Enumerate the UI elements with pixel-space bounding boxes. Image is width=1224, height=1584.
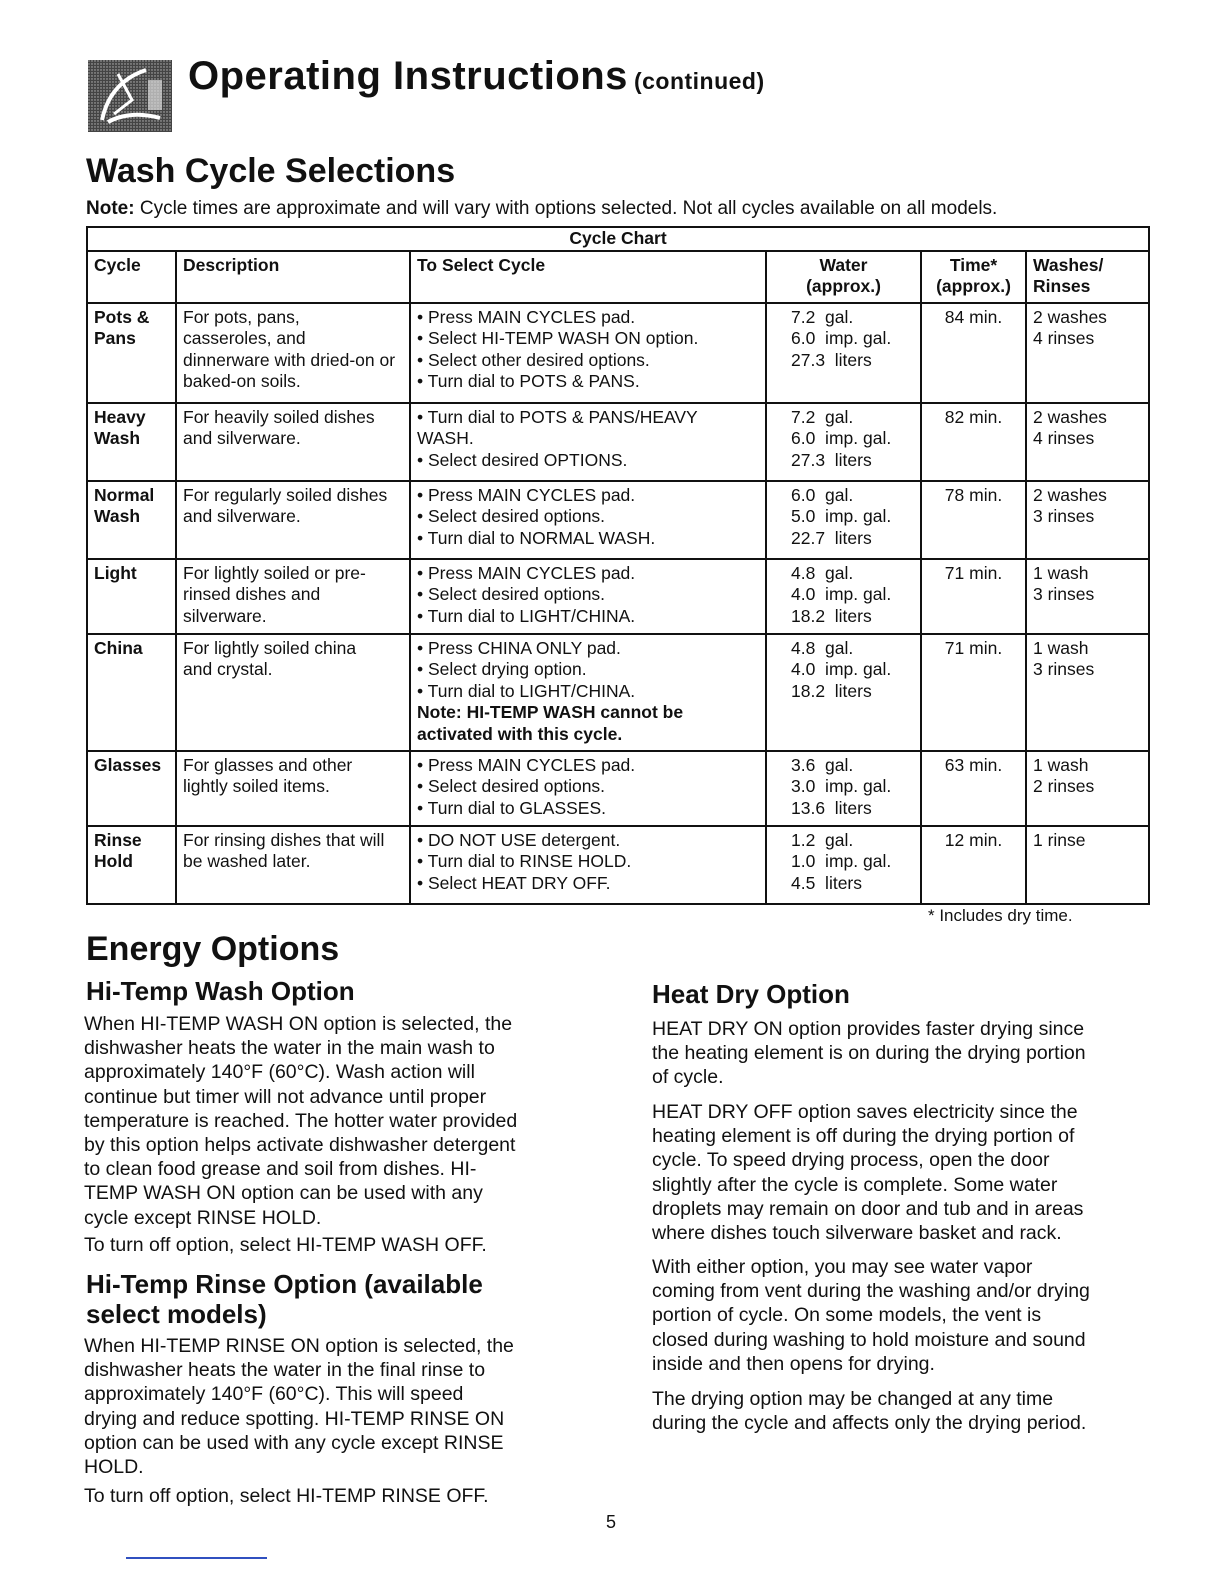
cycle-washes: 2 washes 4 rinses — [1026, 303, 1149, 403]
cycle-description: For glasses and other lightly soiled items. — [176, 751, 410, 826]
bottom-rule — [126, 1557, 267, 1559]
hi-temp-wash-para-1: When HI-TEMP WASH ON option is selected, the dishwasher heats the water in the main wash to approximately 140°F (60°C). Wash action will continue but timer will not advance until proper temperature is reached. The hotter water provided by this option helps activate dishwasher detergent to clean food grease and soil from dishes. HI- TEMP WASH ON option can be used with any cycle except RINSE HOLD. — [84, 1013, 518, 1229]
cycle-name: Pots & Pans — [87, 303, 176, 403]
header-water: Water (approx.) — [766, 251, 921, 303]
cycle-name: Heavy Wash — [87, 403, 176, 481]
cycle-water: 6.0 gal. 5.0 imp. gal. 22.7 liters — [766, 481, 921, 559]
hi-temp-wash-heading: Hi-Temp Wash Option — [86, 976, 355, 1006]
chart-header-row — [87, 251, 1149, 303]
table-row — [87, 559, 1149, 634]
cycle-select-steps: • Press MAIN CYCLES pad. • Select desired options. • Turn dial to GLASSES. — [410, 751, 766, 826]
cycle-name: China — [87, 634, 176, 751]
cycle-note — [86, 198, 997, 220]
cycle-chart — [86, 226, 1150, 905]
dishwasher-manual-icon — [88, 60, 172, 132]
cycle-select-note: Note: HI-TEMP WASH cannot be — [417, 702, 684, 722]
header-select: To Select Cycle — [410, 251, 766, 303]
heat-dry-para-1: HEAT DRY ON option provides faster drying since the heating element is on during the drying portion of cycle. — [652, 1018, 1086, 1089]
table-row — [87, 826, 1149, 904]
cycle-select-steps: • Press MAIN CYCLES pad. • Select HI-TEMP WASH ON option. • Select other desired options. • Turn dial to POTS & PANS. — [410, 303, 766, 403]
cycle-description: For rinsing dishes that will be washed later. — [176, 826, 410, 904]
cycle-water: 7.2 gal. 6.0 imp. gal. 27.3 liters — [766, 403, 921, 481]
page-number: 5 — [606, 1512, 617, 1532]
heat-dry-para-4: The drying option may be changed at any time during the cycle and affects only the drying period. — [652, 1388, 1087, 1435]
cycle-washes: 2 washes 4 rinses — [1026, 403, 1149, 481]
cycle-select-steps: • DO NOT USE detergent. • Turn dial to RINSE HOLD. • Select HEAT DRY OFF. — [410, 826, 766, 904]
cycle-time: 71 min. — [921, 634, 1026, 751]
heat-dry-para-3: With either option, you may see water vapor coming from vent during the washing and/or drying portion of cycle. On some models, the vent is closed during washing to hold moisture and sound inside and then opens for drying. — [652, 1256, 1090, 1375]
cycle-name: Light — [87, 559, 176, 634]
cycle-time: 78 min. — [921, 481, 1026, 559]
cycle-select-steps: • Turn dial to POTS & PANS/HEAVY WASH. • Select desired OPTIONS. — [410, 403, 766, 481]
cycle-select-note: activated with this cycle. — [417, 723, 623, 744]
cycle-name: Normal Wash — [87, 481, 176, 559]
cycle-name: Glasses — [87, 751, 176, 826]
cycle-washes: 1 wash 3 rinses — [1026, 559, 1149, 634]
cycle-note-label: Note: — [86, 198, 135, 219]
chart-footnote: * Includes dry time. — [928, 906, 1073, 925]
header-washes: Washes/ Rinses — [1026, 251, 1149, 303]
page-title-text: Operating Instructions — [188, 54, 628, 98]
table-row — [87, 303, 1149, 403]
table-row — [87, 481, 1149, 559]
cycle-water: 4.8 gal. 4.0 imp. gal. 18.2 liters — [766, 634, 921, 751]
header-time: Time* (approx.) — [921, 251, 1026, 303]
cycle-time: 82 min. — [921, 403, 1026, 481]
hi-temp-rinse-para-2: To turn off option, select HI-TEMP RINSE OFF. — [84, 1485, 489, 1507]
hi-temp-rinse-para-1: When HI-TEMP RINSE ON option is selected, the dishwasher heats the water in the final rinse to approximately 140°F (60°C). This will speed drying and reduce spotting. HI-TEMP RINSE ON option can be used with any cycle except RINSE HOLD. — [84, 1335, 514, 1479]
table-row — [87, 751, 1149, 826]
cycle-water: 4.8 gal. 4.0 imp. gal. 18.2 liters — [766, 559, 921, 634]
table-row — [87, 403, 1149, 481]
energy-options-heading: Energy Options — [86, 930, 340, 968]
cycle-description: For regularly soiled dishes and silverware. — [176, 481, 410, 559]
cycle-water: 1.2 gal. 1.0 imp. gal. 4.5 liters — [766, 826, 921, 904]
cycle-water: 7.2 gal. 6.0 imp. gal. 27.3 liters — [766, 303, 921, 403]
cycle-select-steps: • Press MAIN CYCLES pad. • Select desired options. • Turn dial to LIGHT/CHINA. — [410, 559, 766, 634]
cycle-description: For heavily soiled dishes and silverware. — [176, 403, 410, 481]
heat-dry-para-2: HEAT DRY OFF option saves electricity since the heating element is off during the drying portion of cycle. To speed drying process, open the door slightly after the cycle is complete. Some water droplets may remain on door and tub and in areas where dishes touch silverware basket and rack. — [652, 1101, 1084, 1245]
cycle-note-text: Cycle times are approximate and will vary with options selected. Not all cycles available on all models. — [139, 198, 998, 219]
page-title-suffix: (continued) — [633, 68, 765, 94]
cycle-description: For lightly soiled or pre- rinsed dishes and silverware. — [176, 559, 410, 634]
cycle-description: For lightly soiled china and crystal. — [176, 634, 410, 751]
hi-temp-wash-para-2: To turn off option, select HI-TEMP WASH OFF. — [84, 1234, 487, 1256]
cycle-time: 63 min. — [921, 751, 1026, 826]
cycle-time: 12 min. — [921, 826, 1026, 904]
header-description: Description — [176, 251, 410, 303]
cycle-time: 84 min. — [921, 303, 1026, 403]
cycle-washes: 1 rinse — [1026, 826, 1149, 904]
table-row — [87, 634, 1149, 751]
cycle-name: Rinse Hold — [87, 826, 176, 904]
chart-caption: Cycle Chart — [87, 227, 1149, 251]
cycle-washes: 2 washes 3 rinses — [1026, 481, 1149, 559]
cycle-select-steps: • Press CHINA ONLY pad. • Select drying option. • Turn dial to LIGHT/CHINA. Note: HI-TEMP WASH cannot be activated with this cycle. — [410, 634, 766, 751]
cycle-description: For pots, pans, casseroles, and dinnerware with dried-on or baked-on soils. — [176, 303, 410, 403]
cycle-washes: 1 wash 2 rinses — [1026, 751, 1149, 826]
hi-temp-rinse-heading: Hi-Temp Rinse Option (available select models) — [86, 1269, 483, 1329]
page-title — [188, 54, 765, 99]
heat-dry-heading: Heat Dry Option — [652, 979, 850, 1009]
cycle-select-steps: • Press MAIN CYCLES pad. • Select desired options. • Turn dial to NORMAL WASH. — [410, 481, 766, 559]
header-cycle: Cycle — [87, 251, 176, 303]
wash-cycle-heading: Wash Cycle Selections — [86, 152, 456, 190]
cycle-washes: 1 wash 3 rinses — [1026, 634, 1149, 751]
cycle-time: 71 min. — [921, 559, 1026, 634]
cycle-water: 3.6 gal. 3.0 imp. gal. 13.6 liters — [766, 751, 921, 826]
